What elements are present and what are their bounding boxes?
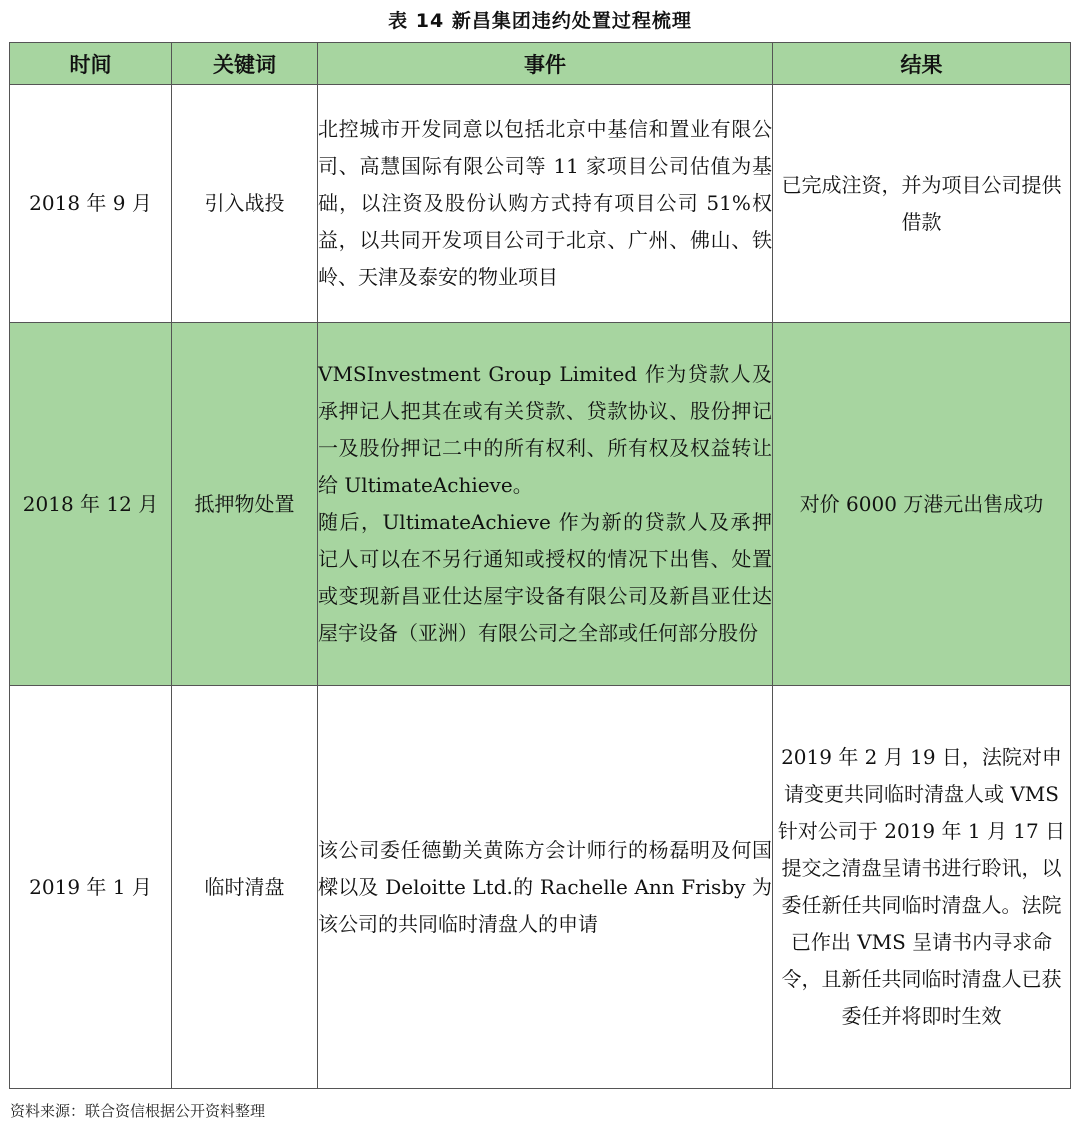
header-keyword: 关键词 xyxy=(172,43,318,85)
source-note: 资料来源：联合资信根据公开资料整理 xyxy=(10,1102,266,1120)
row-result: 已完成注资，并为项目公司提供借款 xyxy=(773,85,1071,323)
header-time: 时间 xyxy=(10,43,172,85)
row-event-part1: VMSInvestment Group Limited 作为贷款人及承押记人把其在或有关贷款、贷款协议、股份押记一及股份押记二中的所有权利、所有权及权益转让给 UltimateAchieve。 xyxy=(318,362,772,497)
row-keyword: 引入战投 xyxy=(172,85,318,323)
row-time: 2018 年 9 月 xyxy=(10,85,172,323)
table-row xyxy=(10,323,1071,686)
row-keyword: 临时清盘 xyxy=(172,686,318,1089)
row-result: 对价 6000 万港元出售成功 xyxy=(773,323,1071,686)
table-header-row xyxy=(10,43,1071,85)
table-row xyxy=(10,686,1071,1089)
table-caption: 表 14 新昌集团违约处置过程梳理 xyxy=(388,10,692,32)
row-event: 该公司委任德勤关黄陈方会计师行的杨磊明及何国樑以及 Deloitte Ltd.的 Rachelle Ann Frisby 为该公司的共同临时清盘人的申请 xyxy=(318,686,773,1089)
row-event: 北控城市开发同意以包括北京中基信和置业有限公司、高慧国际有限公司等 11 家项目公司估值为基础，以注资及股份认购方式持有项目公司 51%权益，以共同开发项目公司于北京、广州、佛山、铁岭、天津及泰安的物业项目 xyxy=(318,85,773,323)
row-time: 2018 年 12 月 xyxy=(10,323,172,686)
row-event xyxy=(318,323,773,686)
row-result: 2019 年 2 月 19 日，法院对申请变更共同临时清盘人或 VMS 针对公司于 2019 年 1 月 17 日提交之清盘呈请书进行聆讯，以委任新任共同临时清盘人。法院已作出 VMS 呈请书内寻求命令，且新任共同临时清盘人已获委任并将即时生效 xyxy=(773,686,1071,1089)
row-time: 2019 年 1 月 xyxy=(10,686,172,1089)
row-keyword: 抵押物处置 xyxy=(172,323,318,686)
header-event: 事件 xyxy=(318,43,773,85)
table-row xyxy=(10,85,1071,323)
default-disposal-table xyxy=(9,42,1071,1089)
row-event-part2: 随后，UltimateAchieve 作为新的贷款人及承押记人可以在不另行通知或授权的情况下出售、处置或变现新昌亚仕达屋宇设备有限公司及新昌亚仕达屋宇设备（亚洲）有限公司之全部或任何部分股份 xyxy=(318,510,772,645)
header-result: 结果 xyxy=(773,43,1071,85)
